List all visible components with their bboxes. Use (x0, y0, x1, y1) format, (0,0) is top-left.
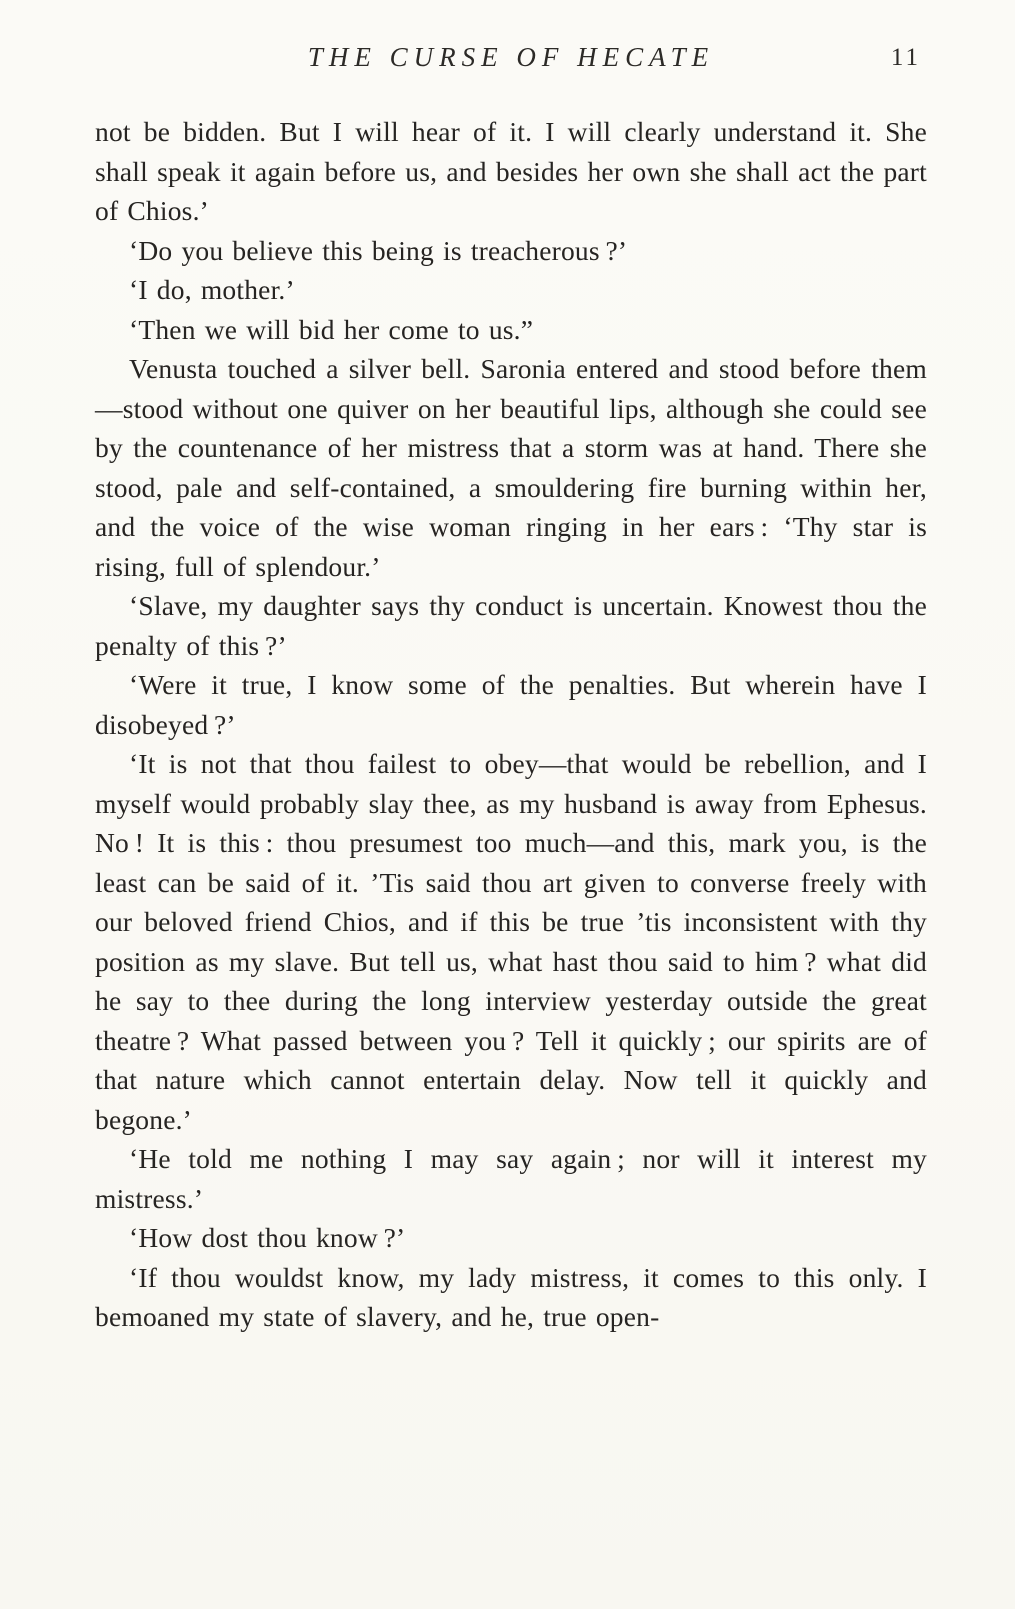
paragraph: ‘Do you believe this being is treacherous ?’ (129, 234, 628, 266)
paragraph: not be bidden. But I will hear of it. I will clearly understand it. She shall speak it again before us, and besides her own she shall act the part of Chios.’ (95, 116, 927, 226)
paragraph: ‘I do, mother.’ (129, 274, 295, 305)
paragraph: ‘If thou wouldst know, my lady mistress, it comes to this only. I bemoaned my state of slavery, and he, true open- (95, 1261, 927, 1332)
paragraph: ‘It is not that thou failest to obey—that would be rebellion, and I myself would probably slay thee, as my husband is away from Ephesus. No ! It is this : thou presumest too much—and this, mark you, is the least can be said of it. ’Tis said thou art given to converse freely with our beloved friend Chios, and if this be true ’tis inconsistent with thy position as my slave. But tell us, what hast thou said to him ? what did he say to thee during the long interview yesterday outside the great theatre ? What passed between you ? Tell it quickly ; our spirits are of that nature which cannot entertain delay. Now tell it quickly and begone.’ (95, 748, 927, 1135)
paragraph: ‘Were it true, I know some of the penalties. But wherein have I disobeyed ?’ (95, 669, 927, 740)
paragraph: ‘Slave, my daughter says thy conduct is uncertain. Knowest thou the penalty of this ?’ (95, 590, 927, 661)
running-head (95, 42, 927, 86)
paragraph: ‘He told me nothing I may say again ; nor will it interest my mistress.’ (95, 1143, 927, 1214)
page-number: 11 (890, 44, 921, 71)
text-body (95, 112, 927, 1337)
paragraph: ‘Then we will bid her come to us.” (129, 313, 534, 345)
page-title: THE CURSE OF HECATE (307, 42, 715, 72)
paragraph: Venusta touched a silver bell. Saronia entered and stood before them—stood without one quiver on her beautiful lips, although she could see by the countenance of her mistress that a storm was at hand. There she stood, pale and self-contained, a smouldering fire burning within her, and the voice of the wise woman ringing in her ears : ‘Thy star is rising, full of splendour.’ (95, 353, 927, 582)
paragraph: ‘How dost thou know ?’ (129, 1222, 406, 1253)
